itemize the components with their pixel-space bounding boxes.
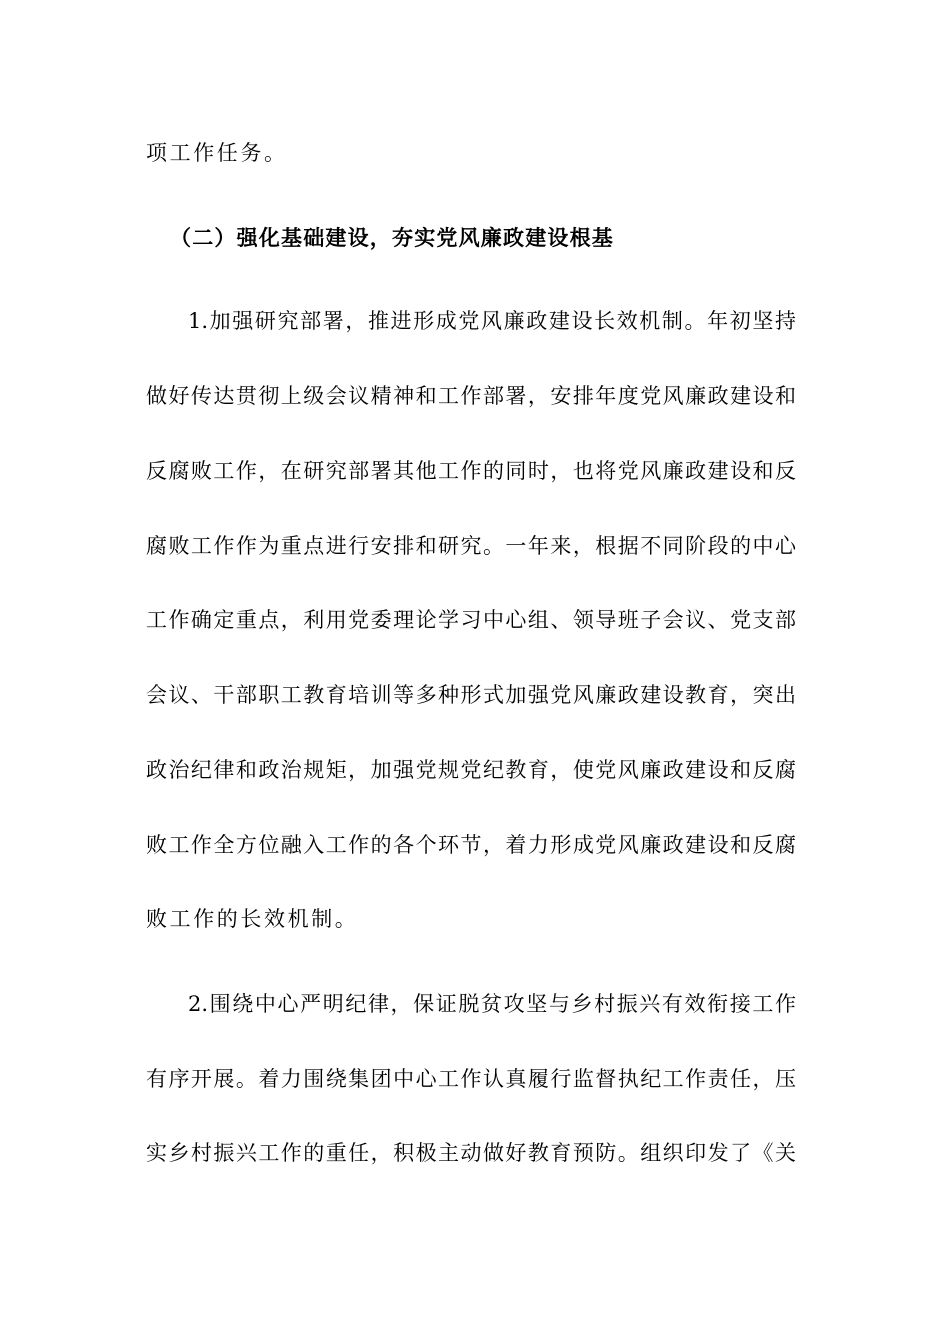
paragraph-line: 会议、干部职工教育培训等多种形式加强党风廉政建设教育，突出	[146, 683, 796, 707]
paragraph-line: 实乡村振兴工作的重任，积极主动做好教育预防。组织印发了《关	[146, 1141, 796, 1165]
section-heading: （二）强化基础建设，夯实党风廉政建设根基	[170, 225, 614, 250]
paragraph-line: 腐败工作作为重点进行安排和研究。一年来，根据不同阶段的中心	[146, 534, 796, 558]
carryover-line: 项工作任务。	[146, 141, 288, 165]
paragraph-line: 有序开展。着力围绕集团中心工作认真履行监督执纪工作责任，压	[146, 1067, 796, 1091]
paragraph-line: 工作确定重点，利用党委理论学习中心组、领导班子会议、党支部	[146, 608, 796, 632]
paragraph-line: 败工作的长效机制。	[146, 907, 359, 931]
paragraph-line: 做好传达贯彻上级会议精神和工作部署，安排年度党风廉政建设和	[146, 384, 796, 408]
paragraph-line: 2.围绕中心严明纪律，保证脱贫攻坚与乡村振兴有效衔接工作	[188, 992, 796, 1016]
paragraph-line: 1.加强研究部署，推进形成党风廉政建设长效机制。年初坚持	[188, 309, 796, 333]
paragraph-line: 政治纪律和政治规矩，加强党规党纪教育，使党风廉政建设和反腐	[146, 758, 796, 782]
paragraph-line: 败工作全方位融入工作的各个环节，着力形成党风廉政建设和反腐	[146, 833, 796, 857]
paragraph-line: 反腐败工作，在研究部署其他工作的同时，也将党风廉政建设和反	[146, 459, 796, 483]
